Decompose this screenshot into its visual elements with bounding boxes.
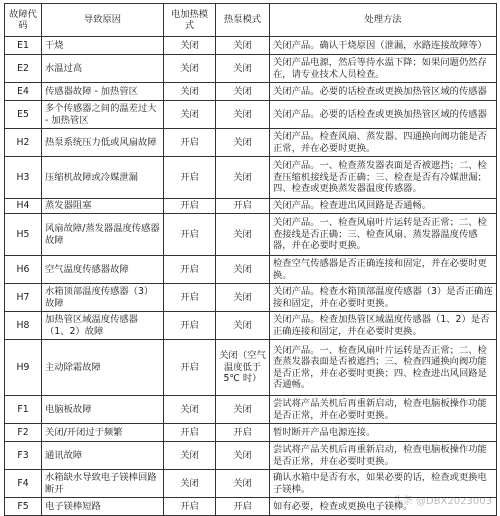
cell-cause: 风扇故障/蒸发器温度传感器故障	[42, 214, 164, 256]
cell-pump: 关闭	[216, 284, 270, 312]
cell-pump: 关闭（空气温度低于 5℃ 时）	[216, 340, 270, 396]
cell-pump: 关闭	[216, 157, 270, 199]
table-row	[5, 83, 497, 101]
cell-heat: 开启	[164, 284, 216, 312]
cell-pump: 关闭	[216, 256, 270, 284]
error-code-table	[4, 3, 497, 516]
header-method: 处理方法	[270, 4, 497, 37]
cell-heat: 开启	[164, 214, 216, 256]
cell-pump: 开启	[216, 498, 270, 516]
cell-code: F5	[5, 498, 42, 516]
table-row	[5, 442, 497, 470]
cell-heat: 关闭	[164, 101, 216, 129]
cell-cause: 多个传感器之间的温差过大 - 加热管区	[42, 101, 164, 129]
table-row	[5, 284, 497, 312]
cell-pump: 关闭	[216, 312, 270, 340]
table-body	[5, 37, 497, 516]
cell-cause: 空气温度传感器故障	[42, 256, 164, 284]
watermark: 头条 @DBX2023003	[392, 496, 492, 507]
cell-cause: 主动除霜故障	[42, 340, 164, 396]
cell-heat: 开启	[164, 129, 216, 157]
cell-heat: 开启	[164, 199, 216, 214]
cell-code: E2	[5, 55, 42, 83]
table-header-row	[5, 4, 497, 37]
cell-code: H6	[5, 256, 42, 284]
cell-pump: 关闭	[216, 396, 270, 424]
table-row	[5, 101, 497, 129]
cell-pump: 关闭	[216, 101, 270, 129]
cell-code: E4	[5, 83, 42, 101]
table-row	[5, 157, 497, 199]
cell-heat: 关闭	[164, 55, 216, 83]
cell-cause: 干烧	[42, 37, 164, 55]
cell-method: 确认水箱中是否有水，如果必要的话，检查或更换电子镁棒。	[270, 470, 497, 498]
cell-method: 暂时断开产品电源连接。	[270, 424, 497, 442]
cell-heat: 关闭	[164, 442, 216, 470]
cell-pump: 关闭	[216, 83, 270, 101]
header-code: 故障代码	[5, 4, 42, 37]
cell-code: H2	[5, 129, 42, 157]
cell-method: 关闭产品。必要的话检查或更换加热管区域的传感器	[270, 101, 497, 129]
table-row	[5, 37, 497, 55]
cell-method: 尝试将产品关机后再重新启动，检查电脑板操作功能是否正常，并在必要时更换。	[270, 442, 497, 470]
cell-method: 关闭产品。一、检查风扇叶片运转是否正常；二、检查接线是否正确；三、检查风扇、蒸发器温度传感器，并在必要时更换。	[270, 214, 497, 256]
header-pump-mode: 热泵模式	[216, 4, 270, 37]
cell-method: 检查空气传感器是否正确连接和固定，并在必要时更换。	[270, 256, 497, 284]
table-row	[5, 312, 497, 340]
cell-cause: 电子镁棒短路	[42, 498, 164, 516]
table-row	[5, 199, 497, 214]
cell-code: F3	[5, 442, 42, 470]
cell-method: 关闭产品。确认干烧原因（泄漏，水路连接故障等）	[270, 37, 497, 55]
cell-method: 关闭产品。一、检查风扇叶片运转是否正常；二、检查蒸发器表面是否被遮挡；三、检查四通换向阀功能是否正常，并在必要时更换；四、检查进出风回路是否通畅。	[270, 340, 497, 396]
cell-method: 关闭产品。检查进出风回路是否通畅。	[270, 199, 497, 214]
cell-cause: 电脑板故障	[42, 396, 164, 424]
cell-code: H8	[5, 312, 42, 340]
cell-cause: 水箱缺水导致电子镁棒回路断开	[42, 470, 164, 498]
cell-method: 关闭产品。检查加热管区域温度传感器（1、2）是否正确连接和固定，并在必要时更换。	[270, 312, 497, 340]
cell-method: 关闭产品。检查风扇、蒸发器、四通换向阀功能是否正常，并在必要时更换。	[270, 129, 497, 157]
cell-cause: 水温过高	[42, 55, 164, 83]
cell-cause: 关闭/开闭过于频繁	[42, 424, 164, 442]
cell-code: H3	[5, 157, 42, 199]
cell-code: H4	[5, 199, 42, 214]
error-code-table-container	[4, 3, 496, 516]
cell-heat: 开启	[164, 256, 216, 284]
cell-heat: 开启	[164, 498, 216, 516]
cell-code: H7	[5, 284, 42, 312]
table-row	[5, 55, 497, 83]
cell-pump: 关闭	[216, 214, 270, 256]
cell-code: F4	[5, 470, 42, 498]
cell-pump: 关闭	[216, 470, 270, 498]
cell-pump: 关闭	[216, 55, 270, 83]
cell-code: H9	[5, 340, 42, 396]
cell-cause: 热泵系统压力低或风扇故障	[42, 129, 164, 157]
cell-heat: 关闭	[164, 396, 216, 424]
cell-method: 关闭产品。检查水箱顶部温度传感器（3）是否正确连接和固定，并在必要时更换。	[270, 284, 497, 312]
cell-heat: 关闭	[164, 470, 216, 498]
cell-code: H5	[5, 214, 42, 256]
table-row	[5, 396, 497, 424]
cell-cause: 压缩机故障或冷媒泄漏	[42, 157, 164, 199]
cell-cause: 加热管区域温度传感器（1、2）故障	[42, 312, 164, 340]
cell-method: 关闭产品电源，然后等待水温下降；如果问题仍然存在，请专业技术人员检查。	[270, 55, 497, 83]
cell-heat: 关闭	[164, 83, 216, 101]
cell-pump: 关闭	[216, 129, 270, 157]
cell-code: E1	[5, 37, 42, 55]
table-row	[5, 424, 497, 442]
table-row	[5, 129, 497, 157]
cell-code: F2	[5, 424, 42, 442]
cell-cause: 传感器故障 - 加热管区	[42, 83, 164, 101]
cell-code: E5	[5, 101, 42, 129]
cell-heat: 开启	[164, 424, 216, 442]
cell-code: F1	[5, 396, 42, 424]
cell-method: 尝试将产品关机后再重新启动，检查电脑板操作功能是否正常，并在必要时更换。	[270, 396, 497, 424]
cell-pump: 关闭	[216, 37, 270, 55]
table-row	[5, 340, 497, 396]
cell-method: 关闭产品。一、检查蒸发器表面是否被遮挡；二、检查压缩机接线是否正确；三、检查是否有冷媒泄漏；四、检查或更换蒸发器温度传感器。	[270, 157, 497, 199]
cell-method: 关闭产品。必要的话检查或更换加热管区域的传感器	[270, 83, 497, 101]
cell-cause: 蒸发器阻塞	[42, 199, 164, 214]
header-cause: 导致原因	[42, 4, 164, 37]
table-row	[5, 256, 497, 284]
cell-heat: 关闭	[164, 37, 216, 55]
cell-heat: 开启	[164, 312, 216, 340]
cell-pump: 关闭	[216, 442, 270, 470]
cell-pump: 开启	[216, 424, 270, 442]
header-heat-mode: 电加热模式	[164, 4, 216, 37]
cell-heat: 开启	[164, 340, 216, 396]
cell-cause: 水箱顶部温度传感器（3）故障	[42, 284, 164, 312]
cell-pump: 开启	[216, 199, 270, 214]
cell-cause: 通讯故障	[42, 442, 164, 470]
cell-method: 如有必要，检查或更换电子镁棒。	[270, 498, 497, 516]
table-row	[5, 214, 497, 256]
cell-heat: 开启	[164, 157, 216, 199]
